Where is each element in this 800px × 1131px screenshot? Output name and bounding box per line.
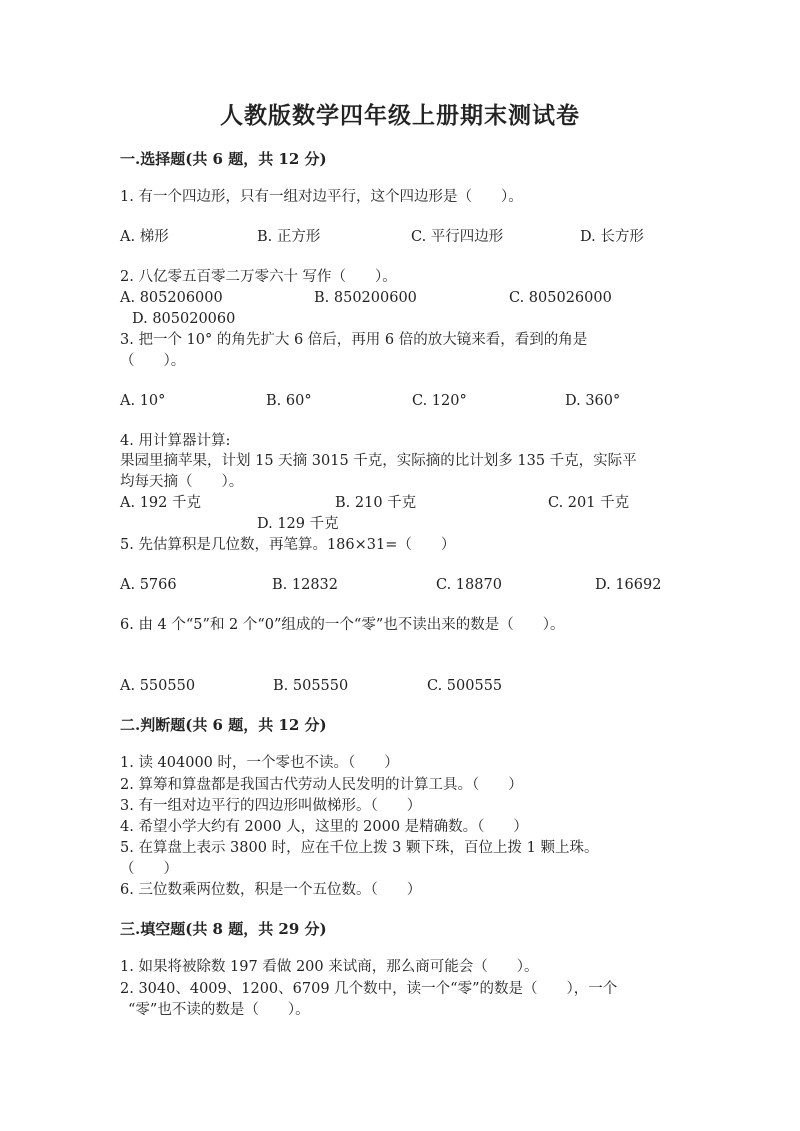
q6-option-c: C. 500555	[427, 678, 503, 694]
q4-option-a: A. 192 千克	[120, 495, 201, 511]
q3-stem-line1: 3. 把一个 10° 的角先扩大 6 倍后，再用 6 倍的放大镜来看，看到的角是	[120, 332, 588, 348]
q2-option-c: C. 805026000	[509, 290, 612, 306]
section-heading-choice: 一.选择题(共 6 题，共 12 分)	[120, 150, 327, 168]
judgment-item-2: 2. 算筹和算盘都是我国古代劳动人民发明的计算工具。（ ）	[120, 777, 523, 793]
q3-option-a: A. 10°	[120, 393, 166, 409]
judgment-item-6: 6. 三位数乘两位数，积是一个五位数。（ ）	[120, 882, 422, 898]
page-title: 人教版数学四年级上册期末测试卷	[220, 102, 580, 129]
q4-option-d: D. 129 千克	[257, 516, 339, 532]
judgment-item-1: 1. 读 404000 时，一个零也不读。（ ）	[120, 755, 399, 771]
q2-option-b: B. 850200600	[314, 290, 417, 306]
q3-option-c: C. 120°	[412, 393, 467, 409]
q1-option-d: D. 长方形	[580, 229, 644, 245]
judgment-item-3: 3. 有一组对边平行的四边形叫做梯形。（ ）	[120, 798, 422, 814]
q1-option-b: B. 正方形	[257, 229, 321, 245]
q4-option-c: C. 201 千克	[548, 495, 630, 511]
fill-item-2: 2. 3040、4009、1200、6709 几个数中，读一个“零”的数是（ ），一个	[120, 981, 618, 997]
q2-option-d: D. 805020060	[132, 311, 236, 327]
fill-item-1: 1. 如果将被除数 197 看做 200 来试商，那么商可能会（ ）。	[120, 959, 539, 975]
q5-option-d: D. 16692	[595, 577, 662, 593]
q3-option-d: D. 360°	[565, 393, 621, 409]
section-heading-judgment: 二.判断题(共 6 题，共 12 分)	[120, 716, 327, 734]
q5-option-b: B. 12832	[272, 577, 339, 593]
q4-stem-line3: 均每天摘（ ）。	[120, 474, 244, 490]
q1-stem: 1. 有一个四边形，只有一组对边平行，这个四边形是（ ）。	[120, 189, 523, 205]
section-heading-fill: 三.填空题(共 8 题，共 29 分)	[120, 920, 327, 938]
q4-stem-line1: 4. 用计算器计算:	[120, 433, 231, 449]
q5-stem: 5. 先估算积是几位数，再笔算。186×31=（ ）	[120, 537, 456, 553]
q6-option-b: B. 505550	[273, 678, 349, 694]
q1-option-c: C. 平行四边形	[411, 229, 504, 245]
q1-option-a: A. 梯形	[120, 229, 169, 245]
fill-item-2-cont: “零”也不读的数是（ ）。	[128, 1002, 310, 1018]
q3-stem-line2: （ ）。	[120, 353, 186, 369]
q4-option-b: B. 210 千克	[335, 495, 417, 511]
q2-stem: 2. 八亿零五百零二万零六十 写作（ ）。	[120, 269, 397, 285]
judgment-item-5-bracket: （ ）	[120, 861, 178, 877]
judgment-item-4: 4. 希望小学大约有 2000 人，这里的 2000 是精确数。（ ）	[120, 819, 528, 835]
q5-option-c: C. 18870	[436, 577, 502, 593]
q5-option-a: A. 5766	[120, 577, 177, 593]
q6-option-a: A. 550550	[120, 678, 196, 694]
q4-stem-line2: 果园里摘苹果，计划 15 天摘 3015 千克，实际摘的比计划多 135 千克，实际平	[120, 453, 637, 469]
q2-option-a: A. 805206000	[120, 290, 223, 306]
judgment-item-5: 5. 在算盘上表示 3800 时，应在千位上拨 3 颗下珠，百位上拨 1 颗上珠。	[120, 840, 599, 856]
q3-option-b: B. 60°	[266, 393, 312, 409]
q6-stem: 6. 由 4 个“5”和 2 个“0”组成的一个“零”也不读出来的数是（ ）。	[120, 617, 565, 633]
